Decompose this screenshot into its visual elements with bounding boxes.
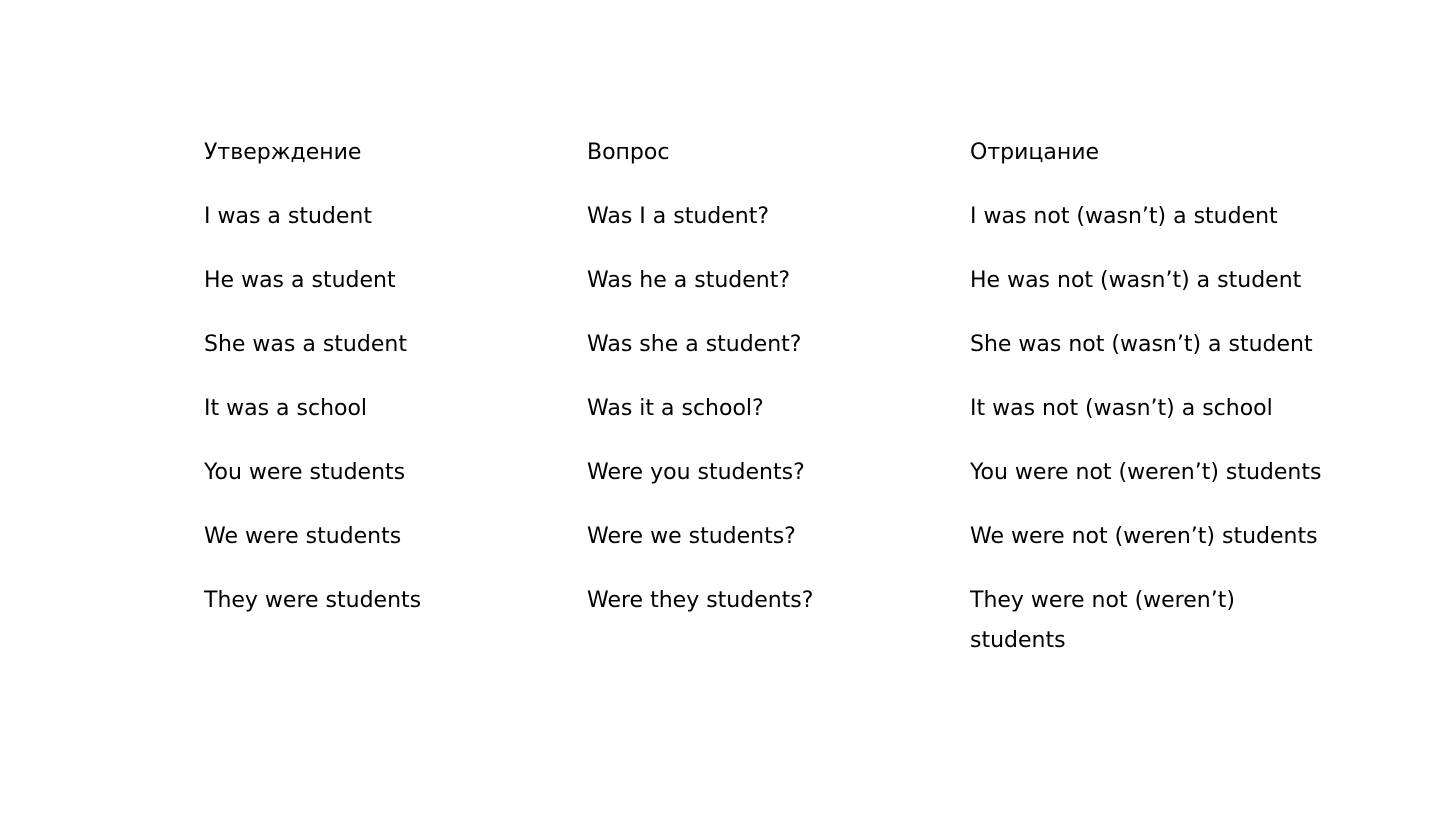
- header-affirmative: Утверждение: [204, 140, 362, 165]
- header-negative: Отрицание: [970, 140, 1100, 165]
- cell-negative: He was not (wasn’t) a student: [970, 268, 1302, 293]
- cell-negative: I was not (wasn’t) a student: [970, 204, 1278, 229]
- table-row: [204, 389, 1334, 453]
- table-row: [204, 197, 1334, 261]
- cell-question: Was I a student?: [587, 204, 770, 229]
- table-row: [204, 453, 1334, 517]
- cell-affirmative: We were students: [204, 524, 402, 549]
- cell-question: Was it a school?: [587, 396, 764, 421]
- cell-negative: They were not (weren’t) students: [970, 588, 1235, 653]
- cell-affirmative: He was a student: [204, 268, 396, 293]
- cell-question: Was he a student?: [587, 268, 791, 293]
- table-header-row: [204, 133, 1334, 197]
- cell-affirmative: She was a student: [204, 332, 407, 357]
- cell-question: Were you students?: [587, 460, 805, 485]
- cell-negative: You were not (weren’t) students: [970, 460, 1322, 485]
- grammar-table: [204, 133, 1334, 685]
- cell-negative: We were not (weren’t) students: [970, 524, 1318, 549]
- table-row: [204, 581, 1334, 685]
- cell-question: Was she a student?: [587, 332, 802, 357]
- cell-question: Were they students?: [587, 588, 814, 613]
- cell-affirmative: It was a school: [204, 396, 368, 421]
- table-row: [204, 325, 1334, 389]
- cell-question: Were we students?: [587, 524, 796, 549]
- cell-affirmative: You were students: [204, 460, 406, 485]
- cell-affirmative: They were students: [204, 588, 422, 613]
- cell-negative: She was not (wasn’t) a student: [970, 332, 1313, 357]
- cell-negative: It was not (wasn’t) a school: [970, 396, 1273, 421]
- header-question: Вопрос: [587, 140, 670, 165]
- table-row: [204, 517, 1334, 581]
- cell-affirmative: I was a student: [204, 204, 372, 229]
- table-row: [204, 261, 1334, 325]
